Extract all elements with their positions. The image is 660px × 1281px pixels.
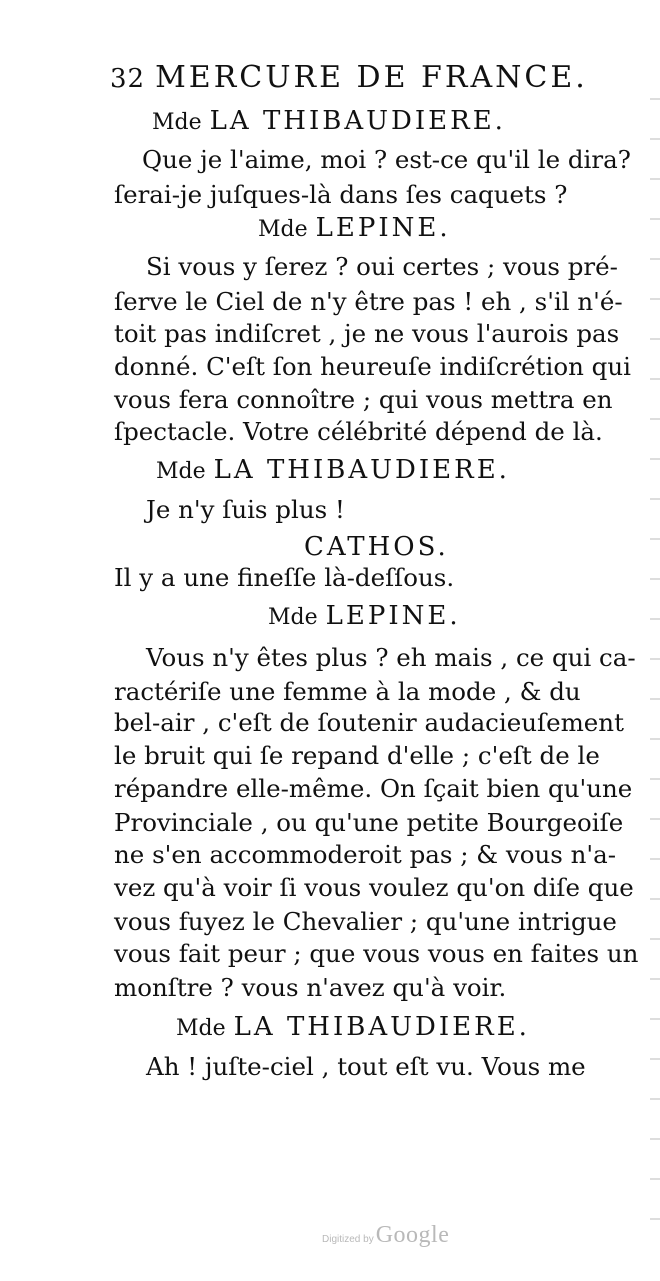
speaker-heading: Mde LEPINE. bbox=[258, 213, 451, 243]
speaker-heading: Mde LA THIBAUDIERE. bbox=[156, 455, 510, 485]
google-watermark: Digitized by Google bbox=[322, 1222, 450, 1248]
speaker-heading: Mde LA THIBAUDIERE. bbox=[176, 1012, 530, 1042]
text-line: Provinciale , ou qu'une petite Bourgeoiſe bbox=[114, 808, 624, 837]
page-number: 32 bbox=[110, 64, 146, 94]
text-line: vez qu'à voir ſi vous voulez qu'on diſe que bbox=[114, 873, 634, 902]
google-logo: Google bbox=[375, 1222, 450, 1248]
text-line: Vous n'y êtes plus ? eh mais , ce qui ca- bbox=[146, 643, 636, 672]
text-line: Que je l'aime, moi ? est-ce qu'il le dira? bbox=[142, 145, 631, 174]
text-line: bel-air , c'eſt de ſoutenir audacieuſement bbox=[114, 708, 624, 737]
text-line: ſerve le Ciel de n'y être pas ! eh , s'il n'é- bbox=[114, 287, 623, 316]
text-line: répandre elle-même. On ſçait bien qu'une bbox=[114, 774, 633, 803]
text-line: Ah ! juſte-ciel , tout eſt vu. Vous me bbox=[146, 1052, 586, 1081]
text-line: Si vous y ſerez ? oui certes ; vous pré- bbox=[146, 252, 618, 281]
text-line: ractériſe une femme à la mode , & du bbox=[114, 677, 581, 706]
text-line: Je n'y ſuis plus ! bbox=[146, 495, 345, 524]
text-line: vous fuyez le Chevalier ; qu'une intrigue bbox=[114, 907, 617, 936]
text-line: donné. C'eſt ſon heureuſe indiſcrétion qui bbox=[114, 352, 631, 381]
speaker-heading: Mde LA THIBAUDIERE. bbox=[152, 106, 506, 136]
gutter-shadow bbox=[650, 60, 660, 1240]
text-line: monſtre ? vous n'avez qu'à voir. bbox=[114, 973, 507, 1002]
speaker-heading: CATHOS. bbox=[304, 532, 449, 562]
text-line: ne s'en accommoderoit pas ; & vous n'a- bbox=[114, 840, 616, 869]
text-line: toit pas indiſcret , je ne vous l'aurois pas bbox=[114, 319, 620, 348]
text-line: vous fait peur ; que vous vous en faites un bbox=[114, 939, 639, 968]
text-line: Il y a une fineſſe là-deſſous. bbox=[114, 563, 455, 592]
running-title: MERCURE DE FRANCE. bbox=[155, 60, 588, 95]
text-line: ſerai-je juſques-là dans ſes caquets ? bbox=[114, 180, 568, 209]
running-header bbox=[110, 60, 630, 100]
text-line: vous fera connoître ; qui vous mettra en bbox=[114, 385, 613, 414]
speaker-heading: Mde LEPINE. bbox=[268, 601, 461, 631]
text-line: le bruit qui ſe repand d'elle ; c'eſt de le bbox=[114, 741, 600, 770]
text-line: ſpectacle. Votre célébrité dépend de là. bbox=[114, 417, 603, 446]
